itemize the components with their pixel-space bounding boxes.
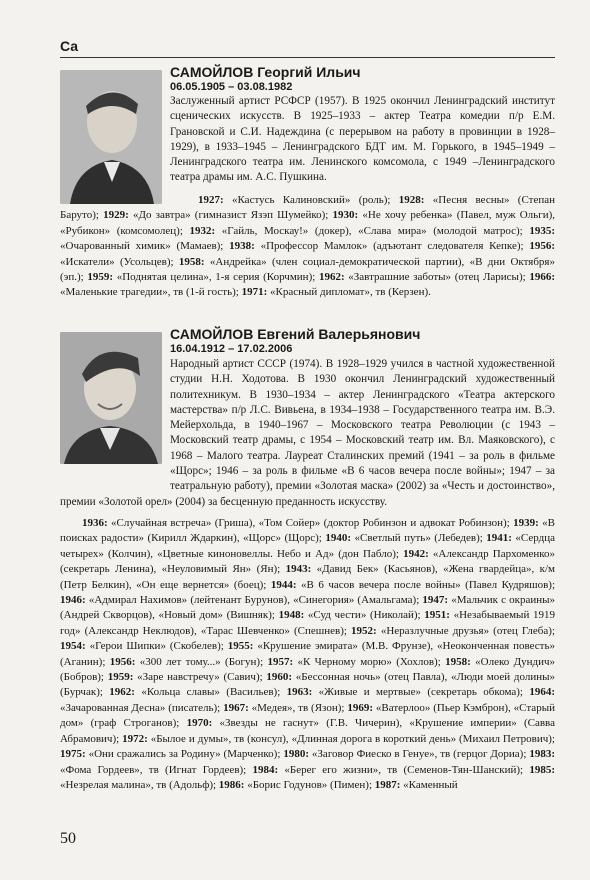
film-text: «Заре навстречу» (Савич);	[133, 671, 267, 684]
film-text: «Герои Шипки» (Скобелев);	[85, 640, 228, 653]
film-year: 1962:	[109, 686, 135, 699]
entry-filmography	[60, 193, 555, 301]
film-text: «Каменный	[400, 778, 458, 791]
film-year: 1962:	[318, 271, 345, 284]
film-text: «Поднятая целина», 1-я серия (Корчмин);	[113, 271, 319, 284]
film-year: 1969:	[347, 701, 373, 714]
film-year: 1986:	[218, 778, 245, 791]
page-number: 50	[60, 830, 76, 847]
film-text: «Сердца четырех» (Колчин), «Цветные киноновеллы. Небо и Ад» (дон Пабло);	[60, 532, 555, 560]
film-text: «Фома Гордеев», тв (Игнат Гордеев);	[60, 763, 253, 776]
film-text: «К Черному морю» (Хохлов);	[293, 655, 446, 668]
film-year: 1930:	[332, 209, 359, 222]
film-text: «300 лет тому...» (Богун);	[135, 655, 268, 668]
film-year: 1929:	[103, 209, 129, 222]
film-year: 1938:	[229, 240, 255, 253]
film-year: 1960:	[266, 671, 293, 684]
film-year: 1946:	[60, 594, 86, 607]
entry-dates: 06.05.1905 – 03.08.1982	[170, 81, 293, 93]
film-year: 1941:	[486, 532, 512, 545]
film-year: 1935:	[529, 224, 555, 237]
film-text: «Олеко Дундич» (Бобров);	[60, 655, 555, 684]
film-text: «Профессор Мамлок» (адъютант следователя Кепке);	[254, 240, 530, 253]
film-text: «Суд чести» (Николай);	[304, 609, 425, 622]
film-year: 1983:	[529, 748, 555, 761]
film-text: «Неразлучные друзья» (отец Глеба);	[376, 624, 555, 637]
film-text: «Искатели» (Усольцев);	[60, 255, 179, 268]
film-text: «Бессонная ночь» (отец Павла), «Люди моей долины» (Бурчак);	[60, 671, 555, 699]
film-text: «Кастусь Калиновский» (роль);	[223, 194, 399, 206]
entry-dates: 16.04.1912 – 17.02.2006	[170, 343, 293, 355]
film-text: «Завтрашние заботы» (отец Ларисы);	[344, 271, 530, 284]
film-year: 1954:	[60, 640, 86, 653]
film-text: «Гайль, Москау!» (докер), «Слава мира» (молодой матрос);	[215, 224, 530, 237]
film-text: «Живые и мертвые» (секретарь обкома);	[312, 686, 530, 699]
film-year: 1958:	[445, 655, 471, 668]
film-year: 1942:	[403, 547, 429, 560]
film-text: «Зачарованная Десна» (писатель);	[60, 701, 224, 714]
film-text: «Давид Бек» (Касьянов), «Жена гвардейца», к/м (Петр Белкин), «Он еще вернется» (боец);	[60, 563, 555, 591]
book-page	[60, 0, 555, 880]
portrait-photo	[60, 70, 162, 204]
entry-name: САМОЙЛОВ Евгений Валерьянович	[170, 326, 421, 342]
film-year: 1980:	[283, 748, 309, 761]
film-year: 1966:	[529, 271, 555, 284]
film-year: 1944:	[270, 578, 297, 591]
film-year: 1959:	[107, 671, 134, 684]
film-text: «Не хочу ребенка» (Павел, муж Ольги), «Рубикон» (комсомолец);	[60, 209, 555, 237]
film-text: «Песня весны» (Степан Баруто);	[60, 194, 556, 222]
film-year: 1951:	[424, 609, 450, 622]
film-text: «Андрейка» (член социал-демократической партии), «В дни Октября» (эп.);	[60, 255, 555, 284]
film-text: «Звезды не гаснут» (Г.В. Чичерин), «Крушение империи» (Савва Абрамович);	[60, 717, 555, 745]
film-year: 1928:	[398, 194, 425, 206]
film-year: 1963:	[286, 686, 313, 699]
film-year: 1948:	[278, 609, 305, 622]
film-year: 1956:	[109, 655, 136, 668]
entry-filmography	[60, 516, 555, 793]
header-rule	[60, 57, 555, 58]
film-text: «Светлый путь» (Лебедев);	[351, 532, 487, 545]
film-text: «Александр Пархоменко» (секретарь Ленина), «Неуловимый Ян» (Ян);	[60, 547, 555, 576]
entry-bio: Народный артист СССР (1974). В 1928–1929 учился в частной художественной студии Н.Н. Ходотова. В 1930 окончил Ленинградский художественный политехникум. В 1930–1934 – актер Ленинградского «Театра актерского мастерства» п/р Л.С. Вивьена, в 1934–1938 – Государственного театра им. В.Э. Мейерхольда, в 1940–1967 – Московского театра Революции (с 1943 – Московский театр драмы, с 1954 – Московский театр им. Вл. Маяковского), с 1968 – Малого театра. Лауреат Сталинских премий (1941 – за роль в фильме «Щорс»; 1946 – за роль в фильме «В 6 часов вечера после войны»; 1947 – за театральную работу), премии «Золотая маска» (2002) за «Честь и достоинство», премии «Золотой орел» (2004) за бесценную преданность искусству.	[60, 358, 555, 508]
running-header: Са	[60, 38, 79, 54]
film-text: «Незрелая малина», тв (Адольф);	[60, 778, 219, 791]
film-year: 1964:	[529, 686, 555, 699]
film-year: 1967:	[223, 701, 249, 714]
film-text: «В 6 часов вечера после войны» (Павел Кудряшов);	[296, 578, 556, 591]
film-text: «Борис Годунов» (Пимен);	[244, 778, 375, 791]
film-year: 1927:	[198, 194, 224, 206]
film-year: 1971:	[241, 286, 268, 299]
film-year: 1936:	[82, 517, 108, 529]
film-year: 1956:	[529, 240, 555, 253]
film-year: 1984:	[252, 763, 279, 776]
film-year: 1947:	[422, 594, 449, 607]
film-text: «Былое и думы», тв (консул), «Длинная дорога в короткий день» (Михаил Петрович);	[147, 732, 555, 745]
film-text: «Красный дипломат», тв (Керзен).	[267, 286, 431, 299]
film-text: «Берег его жизни», тв (Семенов-Тян-Шанский);	[278, 763, 530, 776]
film-text: «В поисках радости» (Кирилл Ждаркин), «Щорс» (Щорс);	[60, 517, 555, 545]
film-year: 1959:	[87, 271, 114, 284]
film-year: 1932:	[189, 224, 216, 237]
film-text: «Крушение эмирата» (М.В. Фрунзе), «Неоконченная повесть» (Аганин);	[60, 640, 555, 668]
film-text: «Маленькие трагедии», тв (1-й гость);	[60, 286, 242, 299]
entry-bio: Заслуженный артист РСФСР (1957). В 1925 окончил Ленинградский институт сценических искусств. В 1925–1933 – актер Театра комедии п/р Е.М. Грановской и С.И. Надеждина (с перерывом на работу в провинции в 1928–1929), в 1933–1945 – Ленинградского БДТ им. М. Горького, в 1945–1949 – Ленинградского театра им. Ленинского комсомола, с 1949 –Ленинградского театра драмы им. А.С. Пушкина.	[170, 95, 555, 184]
film-year: 1972:	[122, 732, 148, 745]
film-year: 1985:	[529, 763, 555, 776]
film-text: «Мальчик с окраины» (Андрей Скворцов), «Новый дом» (Вишняк);	[60, 594, 555, 622]
film-year: 1952:	[351, 624, 377, 637]
entry-name: САМОЙЛОВ Георгий Ильич	[170, 64, 361, 80]
film-text: «Очарованный химик» (Мамаев);	[60, 240, 230, 253]
film-text: «Ватерлоо» (Пьер Кэмброн), «Старый дом» (граф Строганов);	[60, 701, 555, 730]
film-text: «Случайная встреча» (Гриша), «Том Сойер» (доктор Робинзон и адвокат Робинзон);	[107, 517, 514, 529]
film-year: 1958:	[178, 255, 205, 268]
film-text: «До завтра» (гимназист Язэп Шумейко);	[128, 209, 333, 222]
film-text: «Кольца славы» (Васильев);	[134, 686, 287, 699]
film-year: 1939:	[513, 517, 539, 529]
film-text: «Заговор Фиеско в Генуе», тв (герцог Дориа);	[309, 748, 530, 761]
film-text: «Незабываемый 1919 год» (Александр Неклюдов), «Тарас Шевченко» (Спешнев);	[60, 609, 555, 637]
film-text: «Адмирал Нахимов» (лейтенант Бурунов), «Синегория» (Амальгама);	[85, 594, 423, 607]
film-text: «Они сражались за Родину» (Марченко);	[85, 748, 284, 761]
film-year: 1975:	[60, 748, 86, 761]
film-year: 1987:	[374, 778, 401, 791]
film-year: 1970:	[186, 717, 213, 730]
film-year: 1940:	[325, 532, 352, 545]
film-year: 1943:	[285, 563, 312, 576]
film-year: 1955:	[227, 640, 254, 653]
film-year: 1957:	[267, 655, 294, 668]
film-text: «Медея», тв (Язон);	[248, 701, 348, 714]
